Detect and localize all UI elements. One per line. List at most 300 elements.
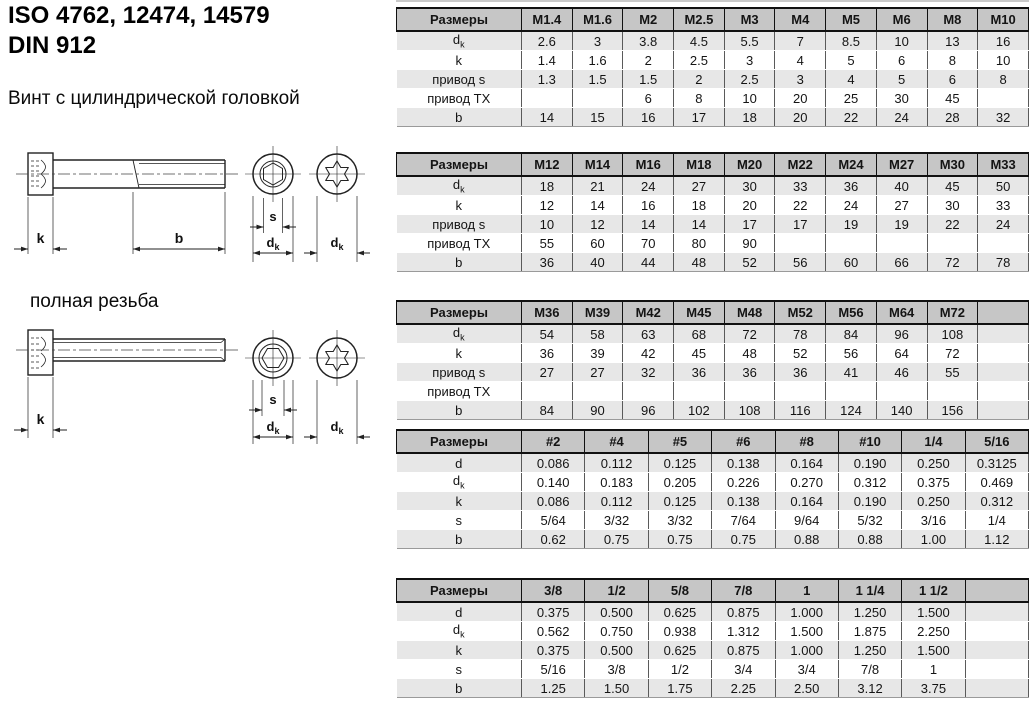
dimension-value: 72 (927, 344, 978, 363)
dimension-value: 0.469 (965, 473, 1028, 492)
dimension-value: 0.75 (712, 530, 775, 549)
row-label: $d_k$ (397, 622, 522, 641)
table-row (397, 401, 1029, 420)
dimension-value: 0.62 (522, 530, 585, 549)
dimension-value: 36 (522, 344, 573, 363)
dimension-value: 1.25 (522, 679, 585, 698)
table-header-row (397, 153, 1029, 176)
row-label: b (397, 401, 522, 420)
dimension-value: 6 (623, 89, 674, 108)
dimension-value: 70 (623, 234, 674, 253)
table-row (397, 51, 1029, 70)
dimension-value: 0.375 (522, 602, 585, 622)
dimension-value: 5/16 (522, 660, 585, 679)
dimension-value: 28 (927, 108, 978, 127)
table-corner-header: Размеры (397, 8, 522, 31)
dimension-value: 0.75 (585, 530, 648, 549)
dimension-value: 1.500 (902, 602, 965, 622)
dimension-value: 3.12 (838, 679, 901, 698)
size-column-header: M5 (826, 8, 877, 31)
dimension-value: 0.205 (648, 473, 711, 492)
dimension-value (927, 382, 978, 401)
dimension-value: 0.3125 (965, 453, 1028, 473)
dimension-value: 3/4 (775, 660, 838, 679)
dimension-value: 1.5 (572, 70, 623, 89)
dimension-value: 124 (826, 401, 877, 420)
dimension-value: 33 (978, 196, 1029, 215)
row-label: $d_k$ (397, 324, 522, 344)
dimension-value: 45 (674, 344, 725, 363)
dimension-value: 20 (775, 89, 826, 108)
dimension-value: 0.875 (712, 641, 775, 660)
dimension-value: 156 (927, 401, 978, 420)
dimension-value (978, 382, 1029, 401)
dimension-value: 0.190 (838, 453, 901, 473)
size-column-header: M48 (724, 301, 775, 324)
table-corner-header: Размеры (397, 301, 522, 324)
dimension-value: 2.5 (724, 70, 775, 89)
dimension-value: 5.5 (724, 31, 775, 51)
dimension-value: 52 (775, 344, 826, 363)
table-row (397, 89, 1029, 108)
dimension-value: 0.562 (522, 622, 585, 641)
dimension-value: 3.75 (902, 679, 965, 698)
dimension-value: 1.3 (522, 70, 573, 89)
size-column-header: M52 (775, 301, 826, 324)
screw-side-view-full (16, 330, 240, 375)
dimension-value: 5 (876, 70, 927, 89)
row-label: b (397, 530, 522, 549)
row-label: k (397, 51, 522, 70)
table-row (397, 602, 1029, 622)
table-row (397, 473, 1029, 492)
dimension-value: 22 (775, 196, 826, 215)
dimension-value: 14 (674, 215, 725, 234)
dimension-value: 0.112 (585, 492, 648, 511)
dimension-value: 3/32 (648, 511, 711, 530)
dimension-value: 52 (724, 253, 775, 272)
dimension-value: 1.312 (712, 622, 775, 641)
dimension-value (674, 382, 725, 401)
dimension-value: 0.125 (648, 492, 711, 511)
dimension-value: 27 (876, 196, 927, 215)
dimension-value: 116 (775, 401, 826, 420)
dimension-value: 36 (724, 363, 775, 382)
row-label: d (397, 453, 522, 473)
dimension-value: 1.250 (838, 602, 901, 622)
dimension-value: 45 (927, 89, 978, 108)
dimension-value: 10 (724, 89, 775, 108)
dimension-value (978, 401, 1029, 420)
dimension-value (876, 382, 927, 401)
dimension-value: 0.938 (648, 622, 711, 641)
dimension-value: 2.5 (674, 51, 725, 70)
dimension-value: 17 (775, 215, 826, 234)
dimension-value: 90 (724, 234, 775, 253)
dimension-value: 44 (623, 253, 674, 272)
dimension-value: 10 (522, 215, 573, 234)
dimension-value: 0.086 (522, 453, 585, 473)
dimension-value (623, 382, 674, 401)
dimension-value: 5/32 (838, 511, 901, 530)
dimension-value: 45 (927, 176, 978, 196)
row-label: $d_k$ (397, 176, 522, 196)
table-row (397, 453, 1029, 473)
dimension-value: 1.5 (623, 70, 674, 89)
dimension-value: 80 (674, 234, 725, 253)
size-column-header: 1 1/4 (838, 579, 901, 602)
dimension-value: 40 (876, 176, 927, 196)
size-column-header: M20 (724, 153, 775, 176)
dimension-value: 15 (572, 108, 623, 127)
dimension-value: 3 (572, 31, 623, 51)
dimension-value: 14 (572, 196, 623, 215)
dimension-value: 20 (724, 196, 775, 215)
dimension-value: 41 (826, 363, 877, 382)
page-title-din: DIN 912 (8, 32, 97, 59)
size-column-header: 1/4 (902, 430, 965, 453)
row-label: s (397, 511, 522, 530)
dimension-value: 1.250 (838, 641, 901, 660)
dimension-value: 1.000 (775, 602, 838, 622)
size-column-header: M2.5 (674, 8, 725, 31)
table-row (397, 234, 1029, 253)
dimension-value: 32 (623, 363, 674, 382)
size-column-header: M18 (674, 153, 725, 176)
dimension-value: 0.125 (648, 453, 711, 473)
dimension-value: 3/4 (712, 660, 775, 679)
size-column-header: M72 (927, 301, 978, 324)
dimension-value: 0.250 (902, 492, 965, 511)
dimension-value: 0.190 (838, 492, 901, 511)
dimension-lines-side (14, 192, 225, 254)
table-corner-header: Размеры (397, 153, 522, 176)
table-row (397, 641, 1029, 660)
dimension-value (775, 234, 826, 253)
dimension-value: 1.4 (522, 51, 573, 70)
dimension-value: 27 (674, 176, 725, 196)
dimension-value (724, 382, 775, 401)
table-row (397, 622, 1029, 641)
dimension-value: 7/64 (712, 511, 775, 530)
dimension-value: 2.25 (712, 679, 775, 698)
size-column-header: M56 (826, 301, 877, 324)
table-row (397, 176, 1029, 196)
size-column-header: 5/8 (648, 579, 711, 602)
dimension-value: 6 (927, 70, 978, 89)
dim-label-s: s (269, 209, 277, 224)
dim-label-dk2: $d_k$ (330, 235, 344, 252)
dimension-value: 13 (927, 31, 978, 51)
row-label: b (397, 253, 522, 272)
dimension-value: 16 (623, 108, 674, 127)
screw-side-view (16, 153, 240, 195)
dimension-value: 1.6 (572, 51, 623, 70)
dimension-value (965, 641, 1028, 660)
dimension-value: 0.140 (522, 473, 585, 492)
row-label: b (397, 108, 522, 127)
size-column-header: M10 (978, 8, 1029, 31)
dimension-value: 1 (902, 660, 965, 679)
dimension-value: 16 (978, 31, 1029, 51)
dimension-value: 36 (826, 176, 877, 196)
size-column-header: M1.6 (572, 8, 623, 31)
dimension-value: 64 (876, 344, 927, 363)
row-label: привод TX (397, 89, 522, 108)
dimension-value: 12 (572, 215, 623, 234)
table-corner-header: Размеры (397, 579, 522, 602)
dimension-value: 10 (876, 31, 927, 51)
table-row (397, 70, 1029, 89)
dimension-value: 78 (978, 253, 1029, 272)
table-row (397, 196, 1029, 215)
size-column-header: M36 (522, 301, 573, 324)
row-label: k (397, 641, 522, 660)
dimension-value: 24 (876, 108, 927, 127)
dimension-value: 2.250 (902, 622, 965, 641)
dimension-value: 19 (876, 215, 927, 234)
dimension-value: 102 (674, 401, 725, 420)
dimension-value: 4 (826, 70, 877, 89)
dimension-value: 72 (724, 324, 775, 344)
cropped-row-remnant (396, 0, 1029, 2)
size-column-header: M4 (775, 8, 826, 31)
row-label: s (397, 660, 522, 679)
dimension-value: 30 (724, 176, 775, 196)
dimension-value (775, 382, 826, 401)
dimension-value: 0.250 (902, 453, 965, 473)
dimension-table-5 (396, 578, 1029, 698)
table-row (397, 492, 1029, 511)
size-column-header: #10 (838, 430, 901, 453)
dimension-value: 2.50 (775, 679, 838, 698)
dimension-value (572, 382, 623, 401)
table-row (397, 324, 1029, 344)
dimension-value: 14 (623, 215, 674, 234)
table-row (397, 31, 1029, 51)
dimension-value: 6 (876, 51, 927, 70)
dimension-value: 0.183 (585, 473, 648, 492)
dimension-value (826, 234, 877, 253)
dimension-value: 3 (724, 51, 775, 70)
dimension-value (965, 679, 1028, 698)
dimension-value: 96 (876, 324, 927, 344)
dimension-value: 3/16 (902, 511, 965, 530)
size-column-header: M42 (623, 301, 674, 324)
dimension-value: 55 (927, 363, 978, 382)
dim-label-dk: $d_k$ (266, 235, 280, 252)
dimension-value: 90 (572, 401, 623, 420)
dimension-value: 0.500 (585, 602, 648, 622)
dimension-value: 8.5 (826, 31, 877, 51)
dimension-value: 56 (775, 253, 826, 272)
dimension-value: 84 (826, 324, 877, 344)
dimension-value: 42 (623, 344, 674, 363)
dimension-value: 3/32 (585, 511, 648, 530)
dimension-value: 25 (826, 89, 877, 108)
dimension-value: 0.75 (648, 530, 711, 549)
dim-label-k-full: k (36, 411, 45, 427)
dimension-value: 0.375 (902, 473, 965, 492)
dimension-value: 17 (674, 108, 725, 127)
dimension-value: 36 (522, 253, 573, 272)
page-title-iso: ISO 4762, 12474, 14579 (8, 2, 270, 29)
dimension-value: 0.88 (838, 530, 901, 549)
dimension-value: 21 (572, 176, 623, 196)
size-column-header: M1.4 (522, 8, 573, 31)
dimension-value: 1.50 (585, 679, 648, 698)
dimension-value: 4.5 (674, 31, 725, 51)
dimension-value: 96 (623, 401, 674, 420)
dimension-value: 0.500 (585, 641, 648, 660)
dimension-value: 20 (775, 108, 826, 127)
dimension-value: 9/64 (775, 511, 838, 530)
table-header-row (397, 8, 1029, 31)
dimension-value: 3 (775, 70, 826, 89)
table-header-row (397, 579, 1029, 602)
dimension-arrows-torx-view (310, 251, 364, 256)
dimension-value: 24 (826, 196, 877, 215)
dimension-value: 7 (775, 31, 826, 51)
dimension-value: 60 (572, 234, 623, 253)
dimension-value: 1.875 (838, 622, 901, 641)
size-column-header: #6 (712, 430, 775, 453)
size-column-header: M3 (724, 8, 775, 31)
dimension-value: 84 (522, 401, 573, 420)
dimension-value (522, 89, 573, 108)
dimension-value: 16 (623, 196, 674, 215)
table-header-row (397, 430, 1029, 453)
table-row (397, 679, 1029, 698)
dimension-table-3 (396, 300, 1029, 420)
dimension-value: 68 (674, 324, 725, 344)
dimension-value: 1.000 (775, 641, 838, 660)
row-label: k (397, 492, 522, 511)
dimension-value: 108 (724, 401, 775, 420)
dimension-table-1 (396, 7, 1029, 127)
size-column-header: M24 (826, 153, 877, 176)
dimension-table-2 (396, 152, 1029, 272)
dimension-value: 55 (522, 234, 573, 253)
table-row (397, 660, 1029, 679)
dimension-value: 1/4 (965, 511, 1028, 530)
size-column-header: M30 (927, 153, 978, 176)
dimension-value: 0.086 (522, 492, 585, 511)
size-column-header: 1 (775, 579, 838, 602)
size-column-header (965, 579, 1028, 602)
dimension-value: 1.500 (775, 622, 838, 641)
dimension-value: 14 (522, 108, 573, 127)
table-corner-header: Размеры (397, 430, 522, 453)
dimension-value: 78 (775, 324, 826, 344)
dimension-arrows-torx-view-full (310, 435, 364, 440)
dim-label-dk-full: $d_k$ (266, 419, 280, 436)
size-column-header: M6 (876, 8, 927, 31)
dimension-value: 46 (876, 363, 927, 382)
dimension-table-4 (396, 429, 1029, 549)
dimension-value: 63 (623, 324, 674, 344)
dimension-value: 50 (978, 176, 1029, 196)
table-row (397, 108, 1029, 127)
dimension-value: 56 (826, 344, 877, 363)
row-label: k (397, 344, 522, 363)
dimension-value (965, 602, 1028, 622)
dimension-value: 3/8 (585, 660, 648, 679)
dim-label-k: k (36, 230, 45, 246)
dimension-value (978, 234, 1029, 253)
dimension-value: 36 (674, 363, 725, 382)
dimension-value: 8 (674, 89, 725, 108)
dimension-value (965, 660, 1028, 679)
size-column-header: M2 (623, 8, 674, 31)
dimension-value: 19 (826, 215, 877, 234)
product-subtitle: Винт с цилиндрической головкой (8, 88, 300, 109)
dimension-value: 7/8 (838, 660, 901, 679)
size-column-header (978, 301, 1029, 324)
dimension-value: 0.625 (648, 641, 711, 660)
size-column-header: 7/8 (712, 579, 775, 602)
dim-label-b: b (174, 230, 184, 246)
row-label: $d_k$ (397, 473, 522, 492)
dimension-value: 1.00 (902, 530, 965, 549)
dimension-value (978, 344, 1029, 363)
dimension-value: 24 (623, 176, 674, 196)
dimension-value (927, 234, 978, 253)
row-label: k (397, 196, 522, 215)
dimension-arrows-side-full (21, 428, 60, 433)
size-column-header: #4 (585, 430, 648, 453)
dimension-value: 66 (876, 253, 927, 272)
dimension-value (572, 89, 623, 108)
dimension-value: 40 (572, 253, 623, 272)
dimension-value: 4 (775, 51, 826, 70)
size-column-header: #5 (648, 430, 711, 453)
dimension-value (978, 89, 1029, 108)
dimension-value: 1.500 (902, 641, 965, 660)
dimension-value: 27 (572, 363, 623, 382)
row-label: привод s (397, 70, 522, 89)
dimension-value: 48 (724, 344, 775, 363)
dimension-value: 72 (927, 253, 978, 272)
dim-label-dk2-full: $d_k$ (330, 419, 344, 436)
dimension-value: 0.270 (775, 473, 838, 492)
dimension-value: 17 (724, 215, 775, 234)
dimension-value (876, 234, 927, 253)
dimension-value: 30 (927, 196, 978, 215)
dimension-value: 18 (674, 196, 725, 215)
size-column-header: M22 (775, 153, 826, 176)
dimension-value: 30 (876, 89, 927, 108)
dimension-value: 60 (826, 253, 877, 272)
size-column-header: M64 (876, 301, 927, 324)
dimension-value: 0.875 (712, 602, 775, 622)
dimension-value: 2.6 (522, 31, 573, 51)
size-column-header: 3/8 (522, 579, 585, 602)
dimension-value: 0.112 (585, 453, 648, 473)
dimension-value (826, 382, 877, 401)
size-column-header: 1 1/2 (902, 579, 965, 602)
row-label: привод s (397, 215, 522, 234)
dimension-value: 2 (674, 70, 725, 89)
dimension-value: 0.312 (965, 492, 1028, 511)
size-column-header: #2 (522, 430, 585, 453)
size-column-header: 1/2 (585, 579, 648, 602)
dimension-value: 3.8 (623, 31, 674, 51)
dimension-value: 0.625 (648, 602, 711, 622)
dimension-value: 22 (826, 108, 877, 127)
dimension-value (978, 363, 1029, 382)
size-column-header: #8 (775, 430, 838, 453)
